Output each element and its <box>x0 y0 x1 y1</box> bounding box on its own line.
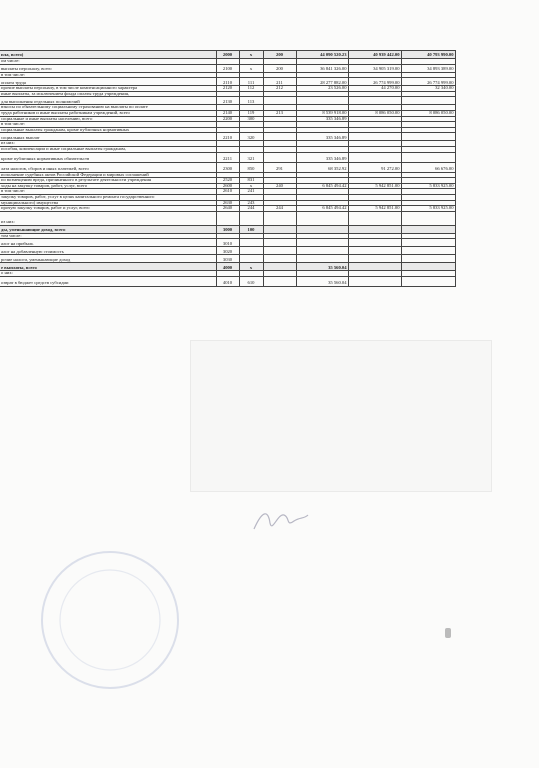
row-kosgu: x <box>239 183 263 189</box>
row-kosgu: 243 <box>239 200 263 206</box>
row-kosgu: 119 <box>239 110 263 116</box>
faded-stamp <box>35 545 185 695</box>
row-value-year-2 <box>348 97 401 105</box>
row-kosgu: 831 <box>239 178 263 184</box>
row-code: 4010 <box>216 276 239 286</box>
table-row <box>0 110 455 116</box>
row-value-year-2 <box>348 211 401 225</box>
row-code: 3010 <box>216 239 239 247</box>
row-code: 2000 <box>216 51 239 59</box>
row-value-year-1: 35 560.04 <box>296 276 348 286</box>
row-code: 4000 <box>216 263 239 271</box>
table-row <box>0 276 455 286</box>
row-value-year-2 <box>348 247 401 255</box>
row-label: лата налогов, сборов и иных платежей, всего <box>0 162 216 172</box>
table-row <box>0 162 455 172</box>
row-kosgu: 241 <box>239 189 263 195</box>
row-kosgu <box>239 255 263 263</box>
row-kvr <box>263 225 296 233</box>
table-row <box>0 78 455 86</box>
row-value-year-2 <box>348 152 401 162</box>
row-kosgu: 850 <box>239 162 263 172</box>
row-code: 2140 <box>216 110 239 116</box>
row-code: 2630 <box>216 200 239 206</box>
row-value-year-3 <box>401 263 455 271</box>
row-label: рочие налоги, уменьшающие доход <box>0 255 216 263</box>
table-row <box>0 225 455 233</box>
row-value-year-1: 6 845 494.42 <box>296 183 348 189</box>
row-label: ходы на закупку товаров, работ, услуг, всего <box>0 183 216 189</box>
row-kosgu: 111 <box>239 78 263 86</box>
row-value-year-1: 6 845 494.42 <box>296 206 348 212</box>
row-kvr <box>263 133 296 141</box>
row-value-year-2 <box>348 276 401 286</box>
row-label: прочие выплаты персоналу, в том числе компенсационного характера <box>0 86 216 92</box>
row-value-year-2 <box>348 263 401 271</box>
row-value-year-2: 40 939 442.00 <box>348 51 401 59</box>
row-value-year-3: 5 833 925.00 <box>401 206 455 212</box>
row-label: по возмещению вреда, причиненного в результате деятельности учреждения <box>0 178 216 184</box>
row-value-year-2: 5 942 851.00 <box>348 206 401 212</box>
row-value-year-3 <box>401 247 455 255</box>
row-code: 3020 <box>216 247 239 255</box>
row-label: социальные выплаты гражданам, кроме публичных нормативных <box>0 127 216 133</box>
row-value-year-3 <box>401 255 455 263</box>
row-kvr: 291 <box>263 162 296 172</box>
row-value-year-2 <box>348 239 401 247</box>
row-kosgu <box>239 211 263 225</box>
expenses-table-body <box>0 51 455 287</box>
row-value-year-2 <box>348 255 401 263</box>
row-label: прочую закупку товаров, работ и услуг, всего <box>0 206 216 212</box>
row-code: 2200 <box>216 116 239 122</box>
row-kvr <box>263 276 296 286</box>
row-code: 2120 <box>216 86 239 92</box>
row-code: 3000 <box>216 225 239 233</box>
table-row <box>0 97 455 105</box>
row-value-year-1 <box>296 97 348 105</box>
row-label: оплата труда <box>0 78 216 86</box>
row-value-year-1 <box>296 255 348 263</box>
row-value-year-3 <box>401 211 455 225</box>
row-label: выплаты персоналу, всего <box>0 64 216 72</box>
row-label: взносы по обязательному социальному страхованию на выплаты по оплате <box>0 105 216 111</box>
row-label: труда работников и иные выплаты работникам учреждений, всего <box>0 110 216 116</box>
row-label: в том числе: <box>0 122 216 128</box>
row-value-year-2 <box>348 225 401 233</box>
table-row <box>0 64 455 72</box>
row-kvr: 211 <box>263 78 296 86</box>
row-value-year-3 <box>401 152 455 162</box>
row-label: из них: <box>0 141 216 147</box>
row-kosgu: 112 <box>239 86 263 92</box>
row-kosgu: 300 <box>239 116 263 122</box>
row-label: пособия, компенсации и иные социальные выплаты гражданам, <box>0 146 216 152</box>
row-label: исполнение судебных актов Российской Федерации и мировых соглашений <box>0 172 216 178</box>
row-value-year-1: 335 346.89 <box>296 133 348 141</box>
row-value-year-3 <box>401 225 455 233</box>
table-row <box>0 51 455 59</box>
row-value-year-2 <box>348 133 401 141</box>
row-code: 2211 <box>216 152 239 162</box>
row-label: ды, уменьшающие доход, всего <box>0 225 216 233</box>
table-row <box>0 211 455 225</box>
row-label: алог на прибыль <box>0 239 216 247</box>
row-value-year-3: 8 086 050.00 <box>401 110 455 116</box>
row-code: 2100 <box>216 64 239 72</box>
row-label: муниципального) имущества <box>0 200 216 206</box>
row-kvr: 200 <box>263 51 296 59</box>
table-row <box>0 133 455 141</box>
row-value-year-1 <box>296 211 348 225</box>
row-code: 2210 <box>216 133 239 141</box>
row-label: алог на добавленную стоимость <box>0 247 216 255</box>
row-value-year-1: 68 352.92 <box>296 162 348 172</box>
row-value-year-3: 66 676.00 <box>401 162 455 172</box>
row-kvr: 212 <box>263 86 296 92</box>
row-label: в том числе: <box>0 189 216 195</box>
row-kvr <box>263 255 296 263</box>
table-row <box>0 239 455 247</box>
row-kosgu: 244 <box>239 206 263 212</box>
row-value-year-3 <box>401 133 455 141</box>
row-code: 2610 <box>216 189 239 195</box>
row-kvr <box>263 211 296 225</box>
row-value-year-1: 28 277 882.00 <box>296 78 348 86</box>
row-value-year-3: 26 774 999.00 <box>401 78 455 86</box>
row-kosgu <box>239 247 263 255</box>
row-code: 2640 <box>216 206 239 212</box>
row-kvr: 200 <box>263 64 296 72</box>
row-label: социальные и иные выплаты населению, всего <box>0 116 216 122</box>
row-code: 2600 <box>216 183 239 189</box>
row-label: озврат в бюджет средств субсидии <box>0 276 216 286</box>
row-value-year-1 <box>296 239 348 247</box>
row-kosgu: 320 <box>239 133 263 141</box>
financial-table-container <box>0 50 455 287</box>
row-kosgu: 321 <box>239 152 263 162</box>
row-label: ом числе: <box>0 59 216 65</box>
row-value-year-2: 44 270.00 <box>348 86 401 92</box>
row-label: о них: <box>0 271 216 277</box>
row-value-year-1: 36 841 326.00 <box>296 64 348 72</box>
row-label: в том числе: <box>0 72 216 78</box>
row-label: е выплаты, всего <box>0 263 216 271</box>
expenses-table <box>0 50 456 287</box>
row-code: 2110 <box>216 78 239 86</box>
row-value-year-1: 335 346.89 <box>296 152 348 162</box>
row-value-year-1: 35 560.04 <box>296 263 348 271</box>
table-row <box>0 152 455 162</box>
table-row <box>0 255 455 263</box>
row-kosgu: 113 <box>239 97 263 105</box>
row-label: пла, всего) <box>0 51 216 59</box>
bleed-through-shadow <box>190 340 492 492</box>
table-row <box>0 263 455 271</box>
row-kvr: 240 <box>263 183 296 189</box>
row-code: 2130 <box>216 97 239 105</box>
row-value-year-1: 23 526.00 <box>296 86 348 92</box>
row-kvr: 244 <box>263 206 296 212</box>
row-kvr <box>263 247 296 255</box>
row-kvr <box>263 152 296 162</box>
row-kosgu <box>239 239 263 247</box>
row-value-year-1 <box>296 247 348 255</box>
row-label: социальных выплат <box>0 133 216 141</box>
row-value-year-1: 8 539 918.00 <box>296 110 348 116</box>
row-kvr <box>263 239 296 247</box>
row-kosgu: x <box>239 64 263 72</box>
row-value-year-1 <box>296 225 348 233</box>
row-value-year-2: 5 942 851.00 <box>348 183 401 189</box>
row-kosgu: x <box>239 263 263 271</box>
row-value-year-3: 34 893 389.00 <box>401 64 455 72</box>
row-value-year-1: 335 346.89 <box>296 116 348 122</box>
row-code: 3030 <box>216 255 239 263</box>
row-kosgu: 100 <box>239 225 263 233</box>
row-kosgu: 610 <box>239 276 263 286</box>
row-value-year-3: 40 793 990.00 <box>401 51 455 59</box>
row-value-year-3 <box>401 97 455 105</box>
table-row <box>0 183 455 189</box>
row-label: том числе: <box>0 233 216 239</box>
row-code: 2520 <box>216 178 239 184</box>
signature-mark <box>250 505 310 535</box>
row-value-year-3: 32 340.00 <box>401 86 455 92</box>
row-kvr <box>263 97 296 105</box>
row-label: закупку товаров, работ, услуг в целях капитального ремонта государственного <box>0 194 216 200</box>
row-value-year-3: 5 833 925.00 <box>401 183 455 189</box>
row-value-year-2: 26 774 999.00 <box>348 78 401 86</box>
row-value-year-2: 8 086 050.00 <box>348 110 401 116</box>
row-code <box>216 211 239 225</box>
row-kvr: 213 <box>263 110 296 116</box>
row-value-year-2: 34 905 319.00 <box>348 64 401 72</box>
scan-speck <box>445 628 451 638</box>
row-value-year-3 <box>401 239 455 247</box>
row-value-year-1: 44 090 520.23 <box>296 51 348 59</box>
table-row <box>0 247 455 255</box>
row-label: для выполнения отдельных полномочий <box>0 97 216 105</box>
row-value-year-2: 91 272.00 <box>348 162 401 172</box>
row-label: кроме публичных нормативных обязательств <box>0 152 216 162</box>
row-code: 2300 <box>216 162 239 172</box>
row-kosgu: x <box>239 51 263 59</box>
table-row <box>0 86 455 92</box>
row-kvr <box>263 263 296 271</box>
row-label: из них: <box>0 211 216 225</box>
row-label: иные выплаты, за исключением фонда оплаты труда учреждения, <box>0 91 216 97</box>
table-row <box>0 206 455 212</box>
row-value-year-3 <box>401 276 455 286</box>
